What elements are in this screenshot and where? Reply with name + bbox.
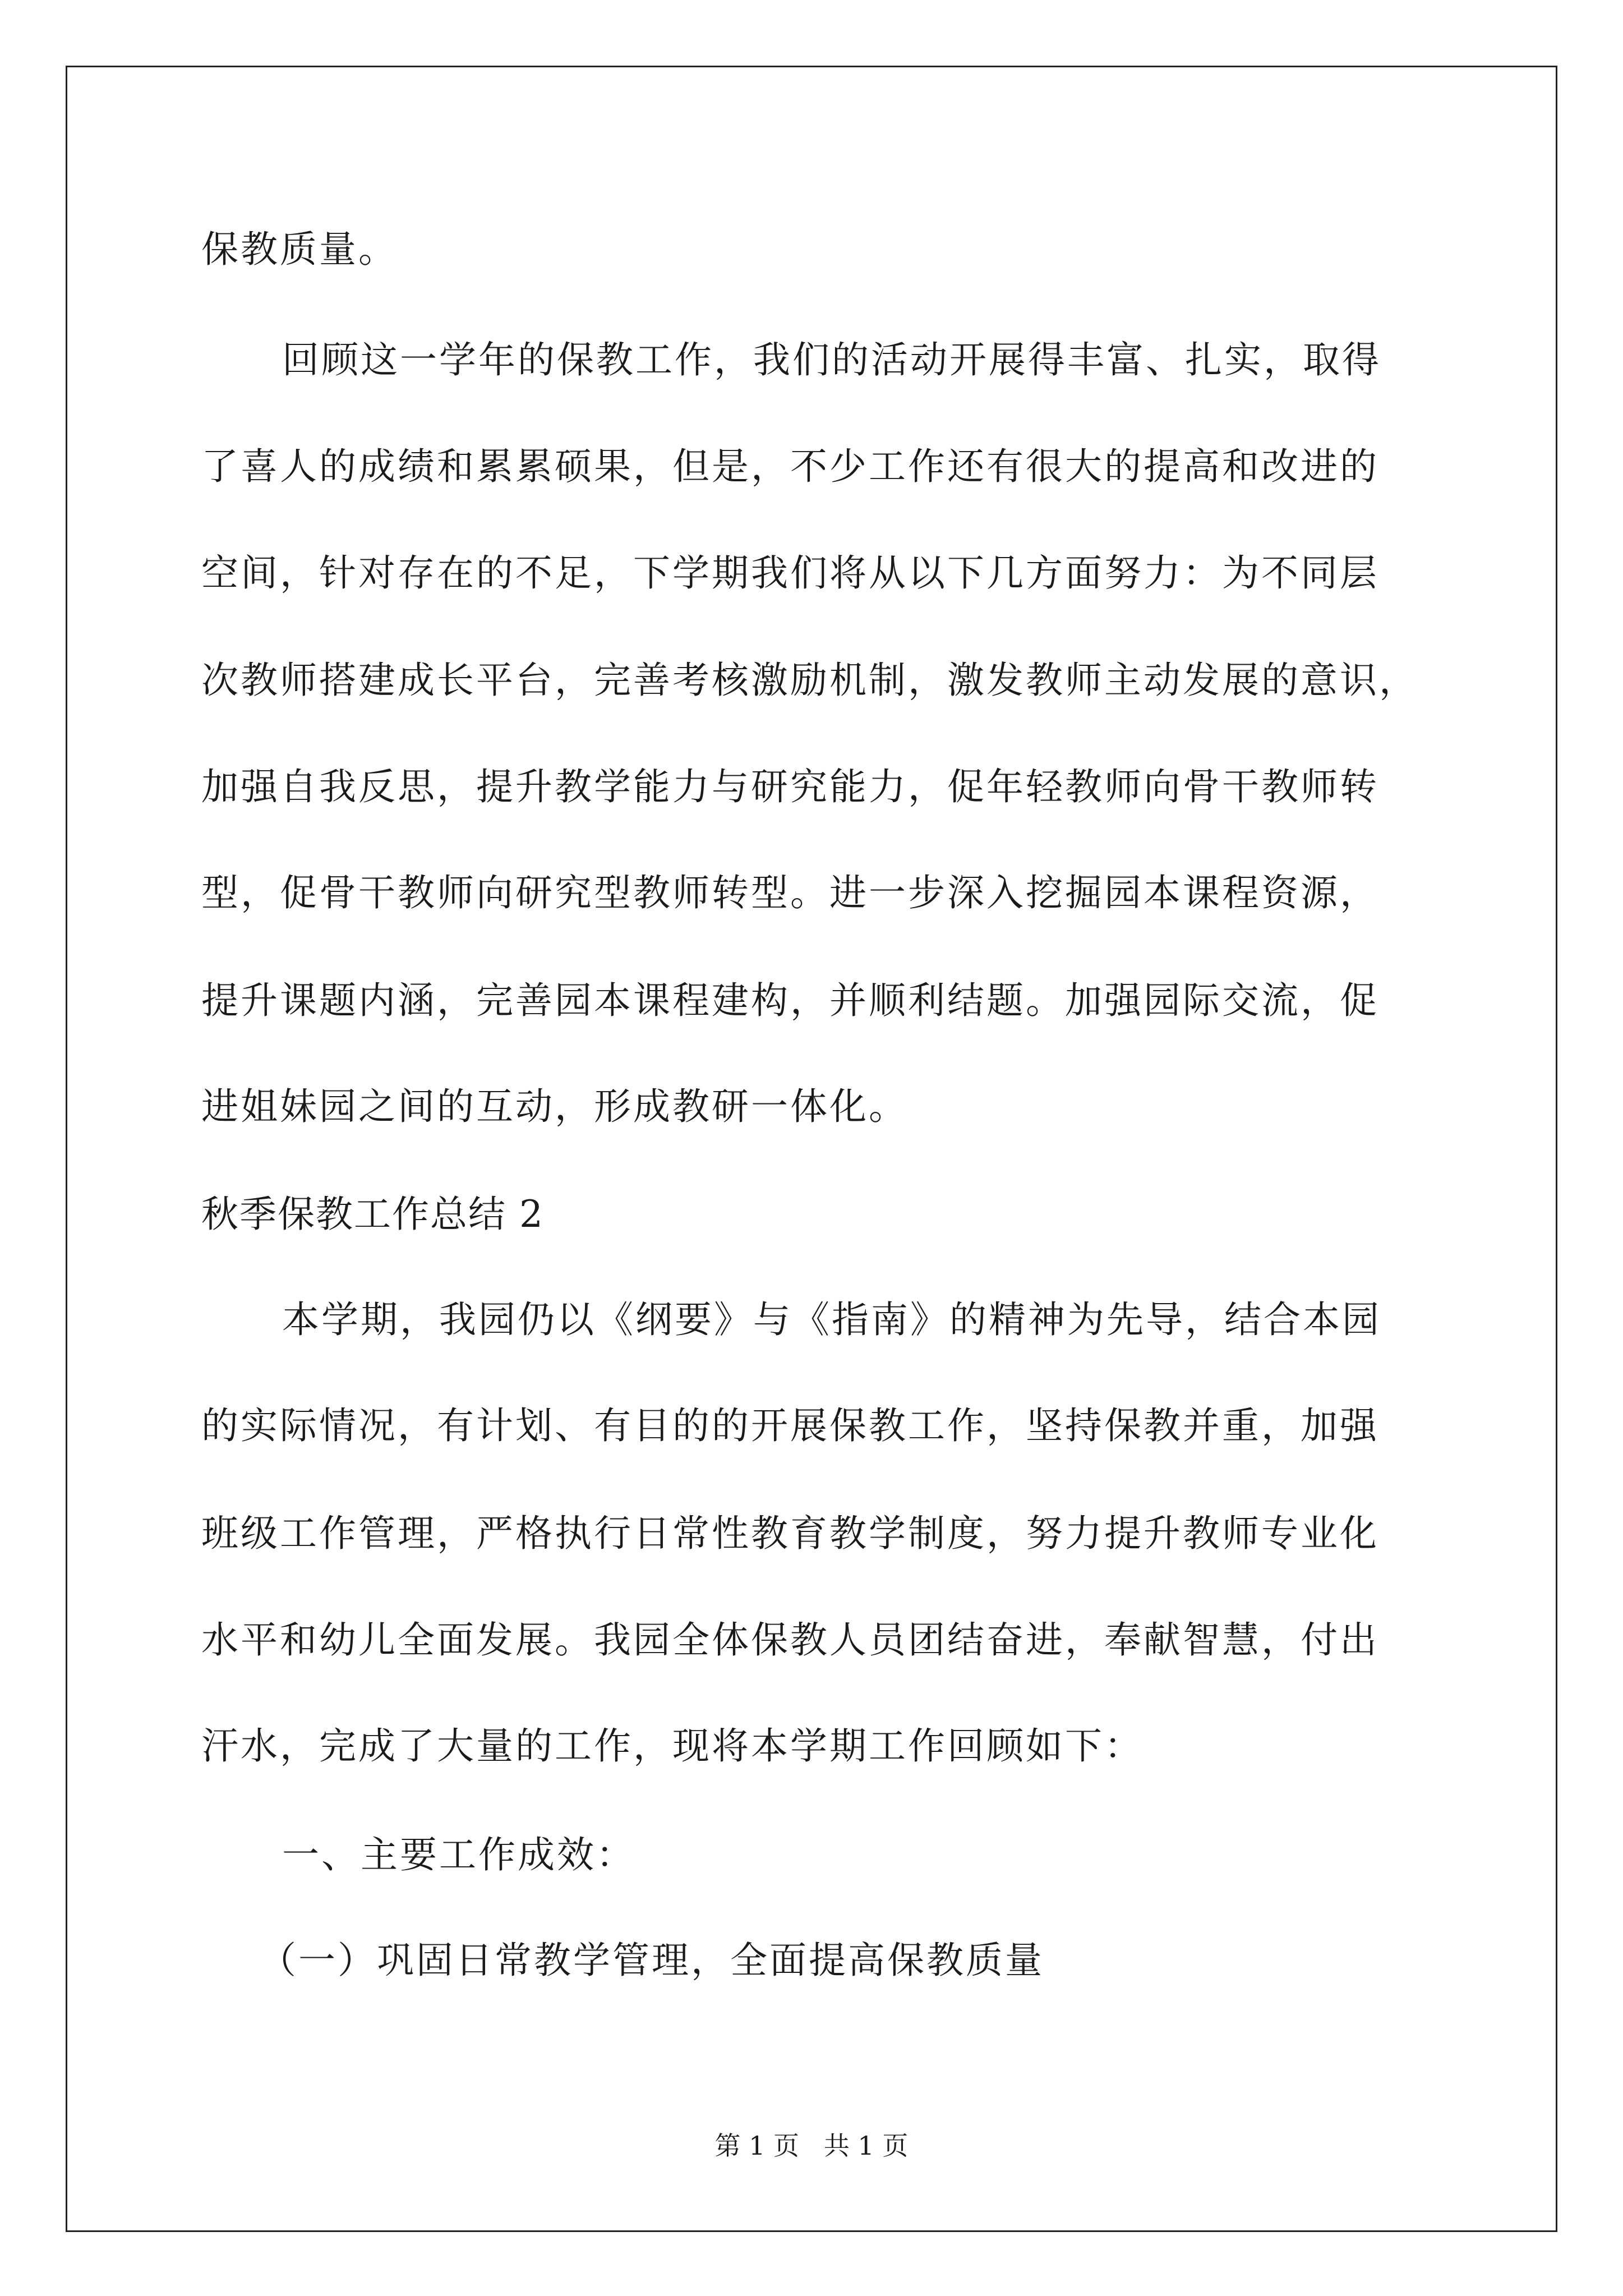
text-line: 加强自我反思，提升教学能力与研究能力，促年轻教师向骨干教师转: [201, 765, 1379, 808]
text-line: 次教师搭建成长平台，完善考核激励机制，激发教师主动发展的意识，: [201, 659, 1418, 702]
text-line: 的实际情况，有计划、有目的的开展保教工作，坚持保教并重，加强: [201, 1404, 1379, 1447]
page-footer: 第 1 页 共 1 页: [714, 2131, 909, 2161]
text-line: 空间，针对存在的不足，下学期我们将从以下几方面努力：为不同层: [201, 551, 1379, 595]
list-heading: 一、主要工作成效：: [282, 1833, 635, 1876]
text-line: 班级工作管理，严格执行日常性教育教学制度，努力提升教师专业化: [201, 1512, 1379, 1555]
text-line: 提升课题内涵，完善园本课程建构，并顺利结题。加强园际交流，促: [201, 979, 1379, 1022]
text-line: 本学期，我园仍以《纲要》与《指南》的精神为先导，结合本园: [282, 1298, 1381, 1341]
section-heading: 秋季保教工作总结 2: [201, 1193, 544, 1236]
text-line: 汗水，完成了大量的工作，现将本学期工作回顾如下：: [201, 1724, 1144, 1768]
text-line: 水平和幼儿全面发展。我园全体保教人员团结奋进，奉献智慧，付出: [201, 1618, 1379, 1662]
text-line: 回顾这一学年的保教工作，我们的活动开展得丰富、扎实，取得: [282, 338, 1381, 381]
text-line: 进姐妹园之间的互动，形成教研一体化。: [201, 1085, 908, 1128]
text-line: 保教质量。: [201, 228, 398, 271]
text-line: 型，促骨干教师向研究型教师转型。进一步深入挖掘园本课程资源，: [201, 871, 1379, 914]
text-line: 了喜人的成绩和累累硕果，但是，不少工作还有很大的提高和改进的: [201, 445, 1379, 488]
subsection-heading: （一）巩固日常教学管理，全面提高保教质量: [259, 1939, 1044, 1982]
page-border: [66, 66, 1557, 2232]
